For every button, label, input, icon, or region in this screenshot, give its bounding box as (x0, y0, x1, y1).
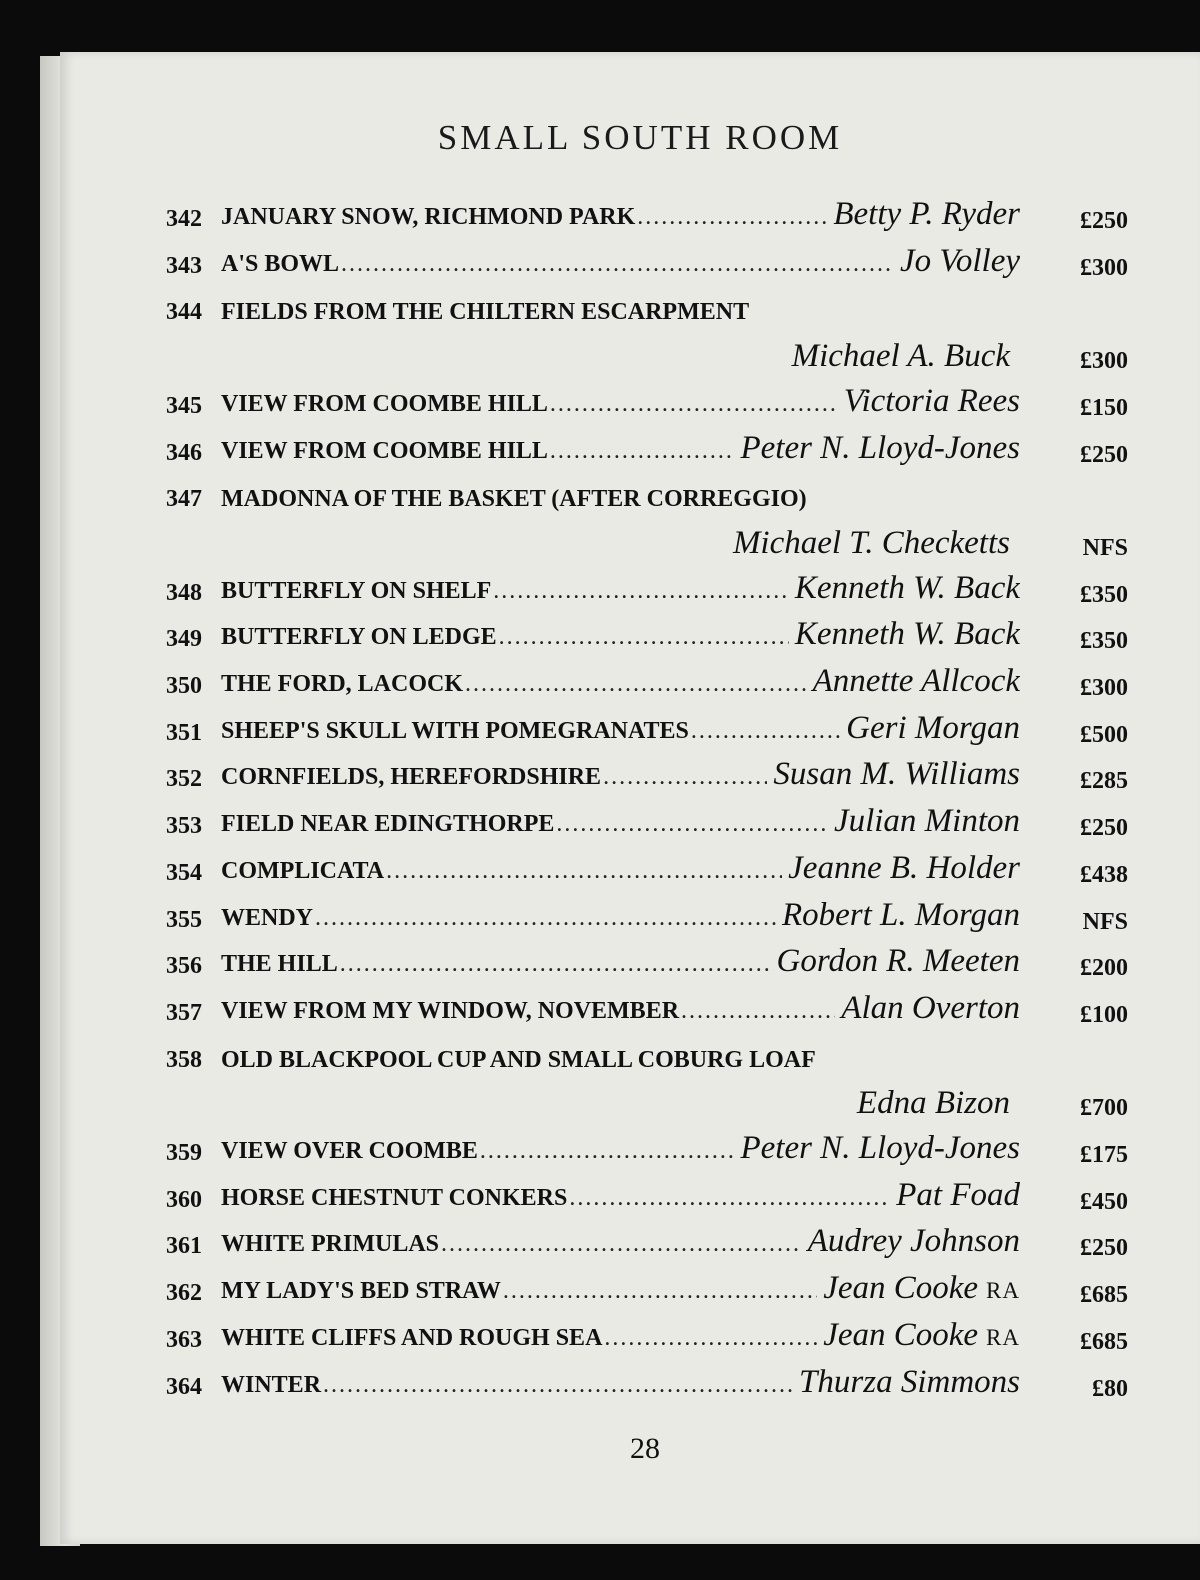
entry-line (221, 850, 1020, 887)
catalogue-entry (0, 382, 1200, 428)
entry-artist: Betty P. Ryder (833, 196, 1020, 232)
catalogue-entry (0, 662, 1200, 708)
entry-title: FIELDS FROM THE CHILTERN ESCARPMENT (221, 299, 750, 326)
entry-title: VIEW FROM MY WINDOW, NOVEMBER (221, 997, 680, 1024)
entry-title: FIELD NEAR EDINGTHORPE (221, 811, 555, 838)
entry-number: 357 (166, 999, 202, 1026)
entry-artist: Kenneth W. Back (794, 569, 1020, 606)
leader-dots (340, 951, 771, 978)
leader-dots (493, 578, 789, 605)
entry-line (221, 1317, 1020, 1354)
catalogue-entry (0, 195, 1200, 241)
entry-artist: Peter N. Lloyd-Jones (740, 429, 1020, 466)
entry-artist: Robert L. Morgan (781, 896, 1020, 933)
entry-number: 362 (166, 1280, 202, 1307)
entry-artist: Victoria Rees (843, 382, 1020, 419)
catalogue-entry (0, 989, 1200, 1035)
entry-price: £300 (1080, 348, 1128, 375)
entry-number: 350 (166, 673, 202, 699)
entry-artist-suffix: RA (986, 1324, 1020, 1350)
entry-number: 351 (166, 719, 202, 746)
entry-title: A'S BOWL (221, 250, 340, 277)
entry-artist: Michael A. Buck (791, 338, 1010, 375)
entry-line (221, 383, 1020, 420)
entry-title: VIEW FROM COOMBE HILL (221, 437, 548, 464)
entry-title: MY LADY'S BED STRAW (221, 1278, 501, 1305)
entry-artist: Gordon R. Meeten (776, 943, 1020, 980)
entry-artist: Peter N. Lloyd-Jones (740, 1130, 1020, 1166)
entry-line (221, 897, 1020, 934)
entry-title: BUTTERFLY ON LEDGE (221, 624, 497, 651)
entry-artist: Jo Volley (899, 242, 1020, 279)
leader-dots (341, 251, 894, 278)
page-number: 28 (630, 1432, 660, 1465)
entry-artist: Annette Allcock (812, 663, 1020, 699)
entry-number: 363 (166, 1326, 202, 1353)
entry-price: £285 (1080, 768, 1128, 795)
catalogue-entry (0, 1129, 1200, 1175)
entry-price: £250 (1080, 1235, 1128, 1262)
entry-title: WINTER (221, 1371, 322, 1398)
leader-dots (550, 438, 735, 465)
entry-price: £685 (1080, 1282, 1128, 1309)
entry-number: 360 (166, 1186, 202, 1213)
catalogue-entry (0, 1363, 1200, 1409)
leader-dots (691, 718, 840, 745)
entry-price: £250 (1080, 441, 1128, 468)
entry-title: MADONNA OF THE BASKET (AFTER CORREGGIO) (221, 486, 807, 513)
entry-number: 359 (166, 1140, 202, 1166)
entry-price: £450 (1080, 1188, 1128, 1215)
entry-line (221, 990, 1020, 1027)
entry-artist: Jeanne B. Holder (788, 849, 1020, 886)
entry-title: WHITE PRIMULAS (221, 1231, 440, 1258)
entry-line (221, 1270, 1020, 1307)
entry-title: CORNFIELDS, HEREFORDSHIRE (221, 764, 602, 791)
leader-dots (465, 671, 807, 698)
entry-artist: Jean Cooke (823, 1316, 979, 1353)
entry-artist: Pat Foad (896, 1176, 1020, 1213)
catalogue-entry (0, 242, 1200, 288)
entry-artist: Alan Overton (841, 989, 1020, 1026)
leader-dots (480, 1138, 735, 1165)
entry-title: HORSE CHESTNUT CONKERS (221, 1184, 568, 1211)
leader-dots (386, 858, 782, 885)
entry-number: 345 (166, 392, 202, 419)
entry-number: 358 (166, 1046, 202, 1073)
entry-price: £300 (1080, 254, 1128, 281)
entry-number: 347 (166, 486, 202, 513)
entry-price: £250 (1080, 815, 1128, 842)
entry-price: £350 (1080, 581, 1128, 608)
entry-price: £250 (1080, 208, 1128, 234)
entry-number: 361 (166, 1233, 202, 1260)
entry-title: BUTTERFLY ON SHELF (221, 577, 492, 604)
leader-dots (323, 1372, 793, 1399)
catalogue-entry (0, 615, 1200, 661)
catalogue-entry (0, 1176, 1200, 1222)
entry-artist: Audrey Johnson (807, 1223, 1020, 1260)
entry-number: 364 (166, 1373, 202, 1400)
entry-title: WENDY (221, 904, 314, 931)
entry-line (221, 430, 1020, 467)
entry-price: £350 (1080, 628, 1128, 655)
entry-title: THE HILL (221, 951, 338, 978)
entry-number: 352 (166, 766, 202, 793)
catalogue-entry (0, 849, 1200, 895)
entry-line (221, 243, 1020, 280)
entry-number: 346 (166, 439, 202, 466)
entry-price: £175 (1080, 1142, 1128, 1168)
catalogue-entry (0, 802, 1200, 848)
entry-line (221, 1177, 1020, 1214)
entry-number: 353 (166, 813, 202, 840)
entry-line (221, 196, 1020, 233)
entry-number: 348 (166, 579, 202, 606)
entry-price: £685 (1080, 1328, 1128, 1355)
catalogue-entry (0, 1269, 1200, 1315)
entry-price: £80 (1092, 1375, 1128, 1402)
entry-line (221, 756, 1020, 793)
entry-title: VIEW FROM COOMBE HILL (221, 390, 548, 417)
catalogue-entry (0, 709, 1200, 755)
entry-number: 354 (166, 859, 202, 886)
catalogue-entry (0, 569, 1200, 615)
entry-title: JANUARY SNOW, RICHMOND PARK (221, 204, 636, 230)
catalogue-entry-continued (0, 1082, 1200, 1128)
entry-price: £700 (1080, 1095, 1128, 1122)
entry-price: £438 (1080, 861, 1128, 888)
leader-dots (681, 998, 835, 1025)
entry-number: 349 (166, 626, 202, 653)
entry-artist: Geri Morgan (846, 709, 1020, 746)
leader-dots (441, 1231, 802, 1258)
entry-line (221, 1223, 1020, 1260)
entry-title: OLD BLACKPOOL CUP AND SMALL COBURG LOAF (221, 1046, 816, 1073)
leader-dots (604, 1325, 817, 1352)
catalogue-entry-continued (0, 335, 1200, 381)
entry-line (221, 710, 1020, 747)
room-heading: SMALL SOUTH ROOM (437, 118, 843, 157)
catalogue-entry (0, 755, 1200, 801)
entry-number: 355 (166, 906, 202, 933)
entry-title: WHITE CLIFFS AND ROUGH SEA (221, 1324, 603, 1351)
entry-title: SHEEP'S SKULL WITH POMEGRANATES (221, 717, 689, 744)
entry-title: THE FORD, LACOCK (221, 671, 464, 697)
catalogue-entry (0, 429, 1200, 475)
entry-price: NFS (1082, 908, 1128, 935)
leader-dots (315, 905, 776, 932)
entry-line (221, 663, 1020, 700)
entry-artist: Julian Minton (833, 803, 1020, 840)
entry-artist: Edna Bizon (856, 1085, 1010, 1122)
entry-artist: Kenneth W. Back (794, 616, 1020, 653)
leader-dots (550, 391, 838, 418)
leader-dots (556, 811, 828, 838)
entry-number: 344 (166, 299, 202, 326)
entry-line (221, 803, 1020, 840)
catalogue-entry (0, 896, 1200, 942)
leader-dots (499, 624, 789, 651)
entry-price: £100 (1080, 1001, 1128, 1028)
entry-artist: Susan M. Williams (773, 756, 1020, 793)
catalogue-entry (0, 475, 1200, 521)
entry-number: 356 (166, 953, 202, 980)
catalogue-entry (0, 1222, 1200, 1268)
entry-line (221, 616, 1020, 653)
entry-artist: Jean Cooke (823, 1270, 979, 1307)
entry-number: 343 (166, 252, 202, 279)
entry-price: £300 (1080, 675, 1128, 701)
entry-line (221, 943, 1020, 980)
entry-line (221, 1130, 1020, 1167)
catalogue-entry (0, 942, 1200, 988)
entry-line (221, 1364, 1020, 1401)
entry-price: £500 (1080, 721, 1128, 748)
leader-dots (569, 1185, 890, 1212)
entry-price: £200 (1080, 955, 1128, 982)
catalogue-entry (0, 288, 1200, 334)
entry-title: VIEW OVER COOMBE (221, 1138, 478, 1164)
entry-artist: Michael T. Checketts (732, 524, 1010, 561)
entry-price: £150 (1080, 394, 1128, 421)
leader-dots (603, 764, 767, 791)
entry-artist-suffix: RA (986, 1278, 1020, 1304)
catalogue-entry-continued (0, 522, 1200, 568)
entry-number: 342 (166, 206, 202, 232)
leader-dots (637, 204, 827, 231)
entry-title: COMPLICATA (221, 857, 385, 884)
catalogue-entry (0, 1316, 1200, 1362)
leader-dots (503, 1278, 817, 1305)
entry-price: NFS (1082, 534, 1128, 561)
entry-line (221, 570, 1020, 607)
entry-artist: Thurza Simmons (799, 1363, 1020, 1400)
catalogue-entry (0, 1036, 1200, 1082)
